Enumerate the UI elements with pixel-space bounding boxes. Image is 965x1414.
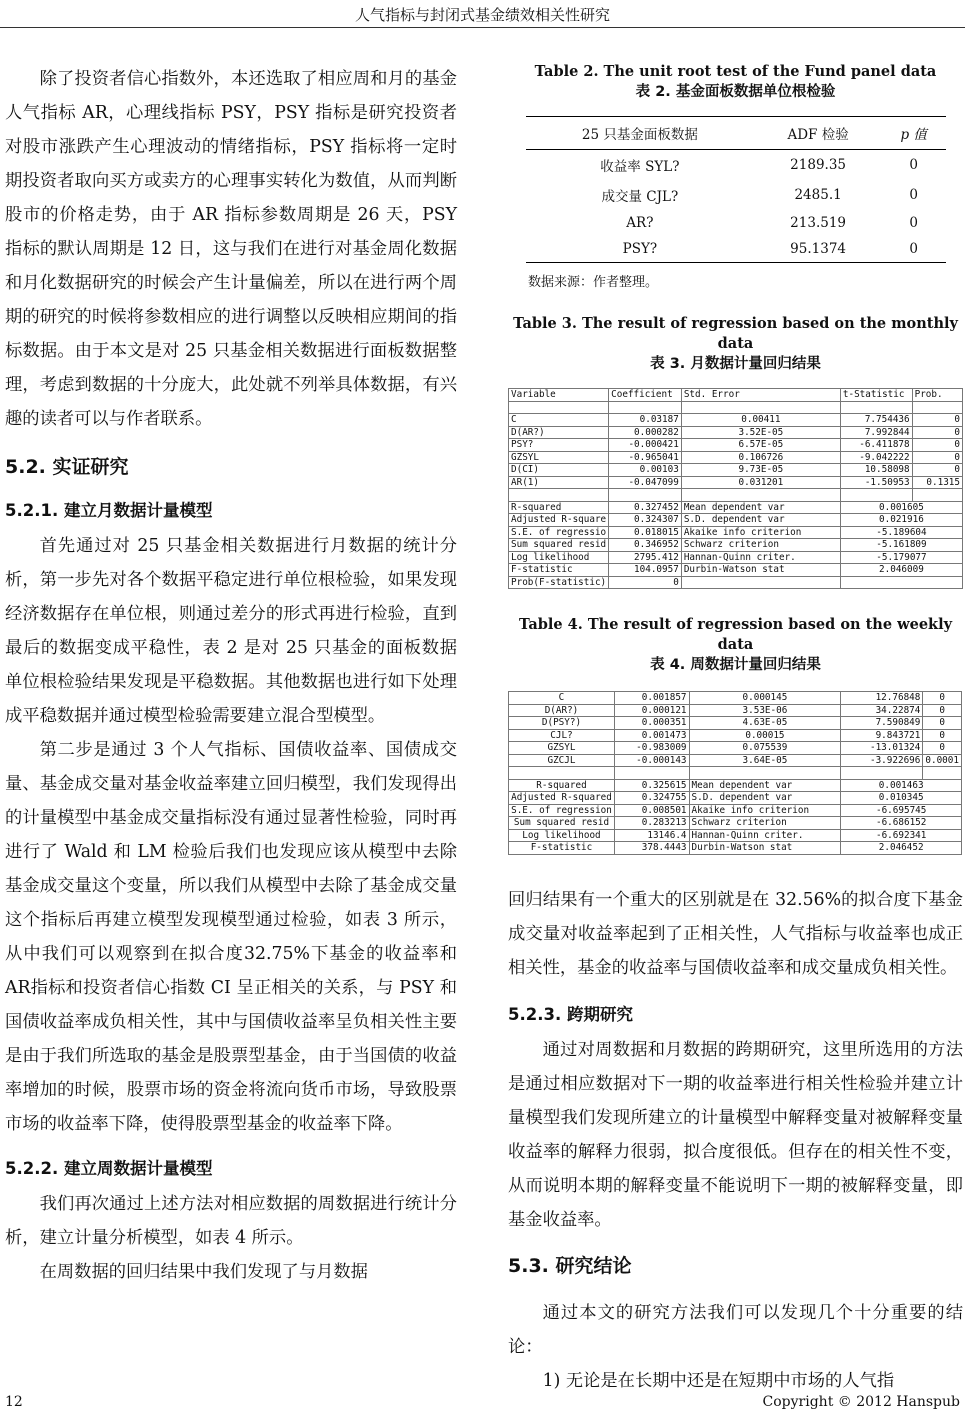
subsection-heading-5-2-1: 5.2.1. 建立月数据计量模型 xyxy=(5,501,213,520)
table-cell: 0.001473 xyxy=(614,729,689,742)
table-cell: 2.046452 xyxy=(841,842,962,855)
table-cell: -5.189604 xyxy=(840,526,962,539)
table-cell: 0.106726 xyxy=(681,451,840,464)
table-cell: 0 xyxy=(923,692,962,705)
section-heading-5-2: 5.2. 实证研究 xyxy=(5,456,129,478)
table-cell: 0.075539 xyxy=(689,742,841,755)
table-cell: -0.983009 xyxy=(614,742,689,755)
table-cell: D(AR?) xyxy=(509,704,615,717)
table-cell: 0.000121 xyxy=(614,704,689,717)
table-cell: 0.018015 xyxy=(609,526,682,539)
table-cell: 0 xyxy=(912,439,962,452)
table-cell: 2795.412 xyxy=(609,551,682,564)
table2-cell: 0 xyxy=(882,236,946,263)
table-cell xyxy=(609,401,682,414)
table-cell: 0.283213 xyxy=(614,817,689,830)
table-cell: 0.03187 xyxy=(609,414,682,427)
table-cell: -9.042222 xyxy=(840,451,912,464)
table-cell: 0.324307 xyxy=(609,514,682,527)
table-cell: -0.047099 xyxy=(609,476,682,489)
table-cell: 0.325615 xyxy=(614,779,689,792)
table2 xyxy=(526,116,946,263)
table-cell: 13146.4 xyxy=(614,829,689,842)
table-cell: 0.010345 xyxy=(841,792,962,805)
paragraph-3: 第二步是通过 3 个人气指标、国债收益率、国债成交量、基金成交量对基金收益率建立回归模型，我们发现得出的计量模型中基金成交量指标没有通过显著性检验，同时再进行了 Wald 和 LM 检验后我们也发现应该从模型中去除基金成交量这个变量，所以我们从模型中去除了基金成交量这个指标后再建立模型发现模型通过检验，如表 3 所示，从中我们可以观察到在拟合度32.75%下基金的收益率和AR指标和投资者信心指数 CI 呈正相关的关系，与 PSY 和国债收益率成负相关性，其中与国债收益率呈负相关性主要是由于我们所选取的基金是股票型基金，由于当国债的收益率增加的时候，股票市场的资金将流向货币市场，导致股票市场的收益率下降，使得股票型基金的收益率下降。 xyxy=(5,740,457,1134)
subsection-heading-5-2-2: 5.2.2. 建立周数据计量模型 xyxy=(5,1159,213,1178)
table-row xyxy=(509,439,963,452)
table2-cell: 2485.1 xyxy=(794,187,842,203)
table-stats-row xyxy=(509,804,962,817)
table2-cell: 收益率 SYL? xyxy=(600,159,680,175)
table-stats-row xyxy=(509,792,962,805)
table3 xyxy=(508,388,963,589)
table-stats-row xyxy=(509,779,962,792)
table2-cell: 0 xyxy=(909,157,919,173)
table-row xyxy=(509,476,963,489)
table-cell: 0.00103 xyxy=(609,464,682,477)
table2-cell: 213.519 xyxy=(790,215,846,231)
table-cell xyxy=(689,767,841,780)
table-cell: Sum squared resid xyxy=(509,539,609,552)
table-cell: Std. Error xyxy=(681,389,840,402)
table-cell: -6.686152 xyxy=(841,817,962,830)
table-cell: t-Statistic xyxy=(840,389,912,402)
table-cell: CJL? xyxy=(509,729,615,742)
table-cell xyxy=(840,489,912,502)
table2-cell: 0 xyxy=(909,215,919,231)
table-row xyxy=(509,426,963,439)
table2-header: 25 只基金面板数据 xyxy=(526,117,755,150)
table-cell: -3.922696 xyxy=(841,754,923,767)
table2-source-note: 数据来源：作者整理。 xyxy=(528,275,659,290)
table-cell: Mean dependent var xyxy=(689,779,841,792)
table4-body xyxy=(509,692,962,855)
table-cell xyxy=(681,489,840,502)
table-cell: Hannan-Quinn criter. xyxy=(681,551,840,564)
table2-caption-en: Table 2. The unit root test of the Fund panel data xyxy=(534,63,937,80)
table-cell: Prob. xyxy=(912,389,962,402)
table-cell: 7.590849 xyxy=(841,717,923,730)
paragraph-r2: 通过对周数据和月数据的跨期研究，这里所选用的方法是通过相应数据对下一期的收益率进行相关性检验并建立计量模型我们发现所建立的计量模型中解释变量对被解释变量收益率的解释力很弱，拟合度很低。但存在的相关性不变，从而说明本期的解释变量不能说明下一期的被解释变量，即基金收益率。 xyxy=(508,1039,963,1230)
table-cell: S.E. of regression xyxy=(509,804,615,817)
table-cell: Schwarz criterion xyxy=(681,539,840,552)
table-cell: 0 xyxy=(923,704,962,717)
table-stats-row xyxy=(509,539,963,552)
table-cell: F-statistic xyxy=(509,842,615,855)
table-cell: 10.58098 xyxy=(840,464,912,477)
table-cell: 0.0001 xyxy=(923,754,962,767)
table2-cell: 95.1374 xyxy=(754,236,882,263)
table-cell: PSY? xyxy=(509,439,609,452)
table2-cell: AR? xyxy=(626,215,654,231)
table-cell: 7.754436 xyxy=(840,414,912,427)
table-cell xyxy=(509,767,615,780)
table-header-row xyxy=(509,389,963,402)
table-cell: Mean dependent var xyxy=(681,501,840,514)
paragraph-2: 首先通过对 25 只基金相关数据进行月数据的统计分析，第一步先对各个数据平稳定进行单位根检验，如果发现经济数据存在单位根，则通过差分的形式再进行检验，直到最后的数据变成平稳性，表 2 是对 25 只基金的面板数据单位根检验结果发现是平稳数据。其他数据也进行如下处理成平稳数据并通过模型检验需要建立混合型模型。 xyxy=(5,536,457,726)
table3-caption-en: Table 3. The result of regression based on the monthly data xyxy=(513,315,958,352)
table-row xyxy=(509,704,962,717)
table-cell: 0.001605 xyxy=(840,501,962,514)
paragraph-5: 在周数据的回归结果中我们发现了与月数据 xyxy=(39,1262,368,1282)
section-heading-5-3: 5.3. 研究结论 xyxy=(508,1254,632,1277)
table-cell xyxy=(840,576,962,589)
table2-header: ADF 检验 xyxy=(754,117,882,150)
table-cell xyxy=(912,401,962,414)
table-cell xyxy=(923,767,962,780)
table-cell: F-statistic xyxy=(509,564,609,577)
table-stats-row xyxy=(509,526,963,539)
table-cell: -6.695745 xyxy=(841,804,962,817)
header-rule xyxy=(0,27,965,28)
subsection-heading-5-2-3: 5.2.3. 跨期研究 xyxy=(508,1004,633,1024)
running-head: 人气指标与封闭式基金绩效相关性研究 xyxy=(354,6,610,24)
table-cell xyxy=(509,489,609,502)
table-cell: 0.021916 xyxy=(840,514,962,527)
table-cell: 9.73E-05 xyxy=(681,464,840,477)
table-cell: -5.161809 xyxy=(840,539,962,552)
table-spacer-row xyxy=(509,489,963,502)
table-cell: Akaike info criterion xyxy=(689,804,841,817)
table-cell xyxy=(841,767,923,780)
table-cell: Sum squared resid xyxy=(509,817,615,830)
table-cell: 2.046009 xyxy=(840,564,962,577)
table-row xyxy=(509,414,963,427)
table-cell: -0.000421 xyxy=(609,439,682,452)
table-row xyxy=(509,754,962,767)
table-cell: -0.965041 xyxy=(609,451,682,464)
table-cell: 0.346952 xyxy=(609,539,682,552)
right-column xyxy=(508,62,963,1398)
table-cell: Adjusted R-squared xyxy=(509,792,615,805)
table-cell: 0.00015 xyxy=(689,729,841,742)
page-number: 12 xyxy=(5,1394,23,1410)
table-cell: 9.843721 xyxy=(841,729,923,742)
table-stats-row xyxy=(509,829,962,842)
paragraph-r1: 回归结果有一个重大的区别就是在 32.56%的拟合度下基金成交量对收益率起到了正相关性，人气指标与收益率也成正相关性，基金的收益率与国债收益率和成交量成负相关性。 xyxy=(508,889,963,978)
table-row xyxy=(526,236,946,263)
paragraph-r4: 1) 无论是在长期中还是在短期中市场的人气指 xyxy=(542,1370,895,1391)
table-cell: 0.000282 xyxy=(609,426,682,439)
table-row xyxy=(509,729,962,742)
table-row xyxy=(509,742,962,755)
table-cell: Durbin-Watson stat xyxy=(681,564,840,577)
table-cell: R-squared xyxy=(509,779,615,792)
table-cell: -6.692341 xyxy=(841,829,962,842)
table-cell: 104.0957 xyxy=(609,564,682,577)
table-cell: D(AR?) xyxy=(509,426,609,439)
left-column xyxy=(5,62,457,1289)
table-cell: 0 xyxy=(923,729,962,742)
table-cell: C xyxy=(509,414,609,427)
table3-body xyxy=(509,389,963,589)
table-cell: Durbin-Watson stat xyxy=(689,842,841,855)
table-cell: 0.324755 xyxy=(614,792,689,805)
paragraph-1: 除了投资者信心指数外，本还选取了相应周和月的基金人气指标 AR，心理线指标 PSY，PSY 指标是研究投资者对股市涨跌产生心理波动的情绪指标，PSY 指标将一定时期投资者取向买方或卖方的心理事实转化为数值，从而判断股市的价格走势，由于 AR 指标参数周期是 26 天，PSY 指标的默认周期是 12 日，这与我们在进行对基金周化数据和月化数据研究的时候会产生计量偏差，所以在进行两个周期的研究的时候将参数相应的进行调整以反映相应期间的指标数据。由于本文是对 25 只基金相关数据进行面板数据整理，考虑到数据的十分庞大，此处就不列举具体数据，有兴趣的读者可以与作者联系。 xyxy=(5,69,457,429)
table-cell: Akaike info criterion xyxy=(681,526,840,539)
table-cell xyxy=(614,767,689,780)
table-cell: Hannan-Quinn criter. xyxy=(689,829,841,842)
table-cell: -1.50953 xyxy=(840,476,912,489)
table-cell: -6.411878 xyxy=(840,439,912,452)
table2-cell: 成交量 CJL? xyxy=(601,189,679,205)
table-cell: 34.22874 xyxy=(841,704,923,717)
table2-cell: 0 xyxy=(909,187,919,203)
table-cell: 0.031201 xyxy=(681,476,840,489)
table-stats-row xyxy=(509,551,963,564)
table-cell: 0.1315 xyxy=(912,476,962,489)
table-cell xyxy=(840,401,912,414)
table-cell: D(PSY?) xyxy=(509,717,615,730)
table-spacer-row xyxy=(509,767,962,780)
table-row xyxy=(526,210,946,236)
table-cell: GZSYL xyxy=(509,451,609,464)
table-cell: R-squared xyxy=(509,501,609,514)
table-row xyxy=(509,692,962,705)
table-stats-row xyxy=(509,564,963,577)
table-stats-row xyxy=(509,817,962,830)
table-cell: 3.52E-05 xyxy=(681,426,840,439)
table-cell: 0.008501 xyxy=(614,804,689,817)
table-stats-row xyxy=(509,842,962,855)
table3-caption-zh: 表 3. 月数据计量回归结果 xyxy=(650,356,821,372)
table-cell: 0 xyxy=(923,717,962,730)
table-cell xyxy=(681,401,840,414)
table-cell: GZCJL xyxy=(509,754,615,767)
table-cell: 0 xyxy=(912,426,962,439)
table-cell: Log likelihood xyxy=(509,551,609,564)
table-row xyxy=(509,464,963,477)
table2-cell: 2189.35 xyxy=(790,157,846,173)
table-cell: Adjusted R-square xyxy=(509,514,609,527)
table-cell xyxy=(609,489,682,502)
table-cell: -0.000143 xyxy=(614,754,689,767)
table-cell: -5.179077 xyxy=(840,551,962,564)
table-cell: Schwarz criterion xyxy=(689,817,841,830)
table-cell: GZSYL xyxy=(509,742,615,755)
table-cell: 6.57E-05 xyxy=(681,439,840,452)
copyright: Copyright © 2012 Hanspub xyxy=(762,1394,960,1410)
table2-cell: PSY? xyxy=(526,236,755,263)
table-cell: 0 xyxy=(912,451,962,464)
table-cell: 0 xyxy=(923,742,962,755)
table-row xyxy=(509,717,962,730)
table-cell: 378.4443 xyxy=(614,842,689,855)
table-cell: 12.76848 xyxy=(841,692,923,705)
table4 xyxy=(508,691,962,855)
table-stats-row xyxy=(509,501,963,514)
table-row xyxy=(526,180,946,210)
table-cell: -13.01324 xyxy=(841,742,923,755)
table-row xyxy=(509,451,963,464)
table-cell xyxy=(912,489,962,502)
table-cell: 3.64E-05 xyxy=(689,754,841,767)
table-cell: 0 xyxy=(912,464,962,477)
table-cell: AR(1) xyxy=(509,476,609,489)
table-cell: Log likelihood xyxy=(509,829,615,842)
table4-caption-zh: 表 4. 周数据计量回归结果 xyxy=(650,657,821,673)
table-cell: S.D. dependent var xyxy=(681,514,840,527)
table-cell: Coefficient xyxy=(609,389,682,402)
table-cell: 0.000145 xyxy=(689,692,841,705)
paragraph-r3: 通过本文的研究方法我们可以发现几个十分重要的结论： xyxy=(508,1302,963,1357)
table-cell: S.D. dependent var xyxy=(689,792,841,805)
table-cell: Variable xyxy=(509,389,609,402)
table-cell: 4.63E-05 xyxy=(689,717,841,730)
table-cell: 3.53E-06 xyxy=(689,704,841,717)
table2-caption-zh: 表 2. 基金面板数据单位根检验 xyxy=(635,84,836,100)
table-cell: 0 xyxy=(912,414,962,427)
table-cell: D(CI) xyxy=(509,464,609,477)
paragraph-4: 我们再次通过上述方法对相应数据的周数据进行统计分析，建立计量分析模型，如表 4 所示。 xyxy=(5,1194,457,1248)
table-cell: 0.001857 xyxy=(614,692,689,705)
table-cell xyxy=(509,401,609,414)
table-cell xyxy=(681,576,840,589)
table-cell: 0.001463 xyxy=(841,779,962,792)
table-cell: 0 xyxy=(609,576,682,589)
table-cell: S.E. of regressio xyxy=(509,526,609,539)
table2-header: p 值 xyxy=(882,117,946,150)
table-cell: 0.327452 xyxy=(609,501,682,514)
table-cell: C xyxy=(509,692,615,705)
table-cell: 7.992844 xyxy=(840,426,912,439)
table-stats-row xyxy=(509,514,963,527)
table-cell: 0.000351 xyxy=(614,717,689,730)
table-cell: Prob(F-statistic) xyxy=(509,576,609,589)
table-row xyxy=(526,150,946,181)
table4-caption-en: Table 4. The result of regression based on the weekly data xyxy=(518,616,953,653)
table-spacer-row xyxy=(509,401,963,414)
table-stats-row xyxy=(509,576,963,589)
table-cell: 0.00411 xyxy=(681,414,840,427)
